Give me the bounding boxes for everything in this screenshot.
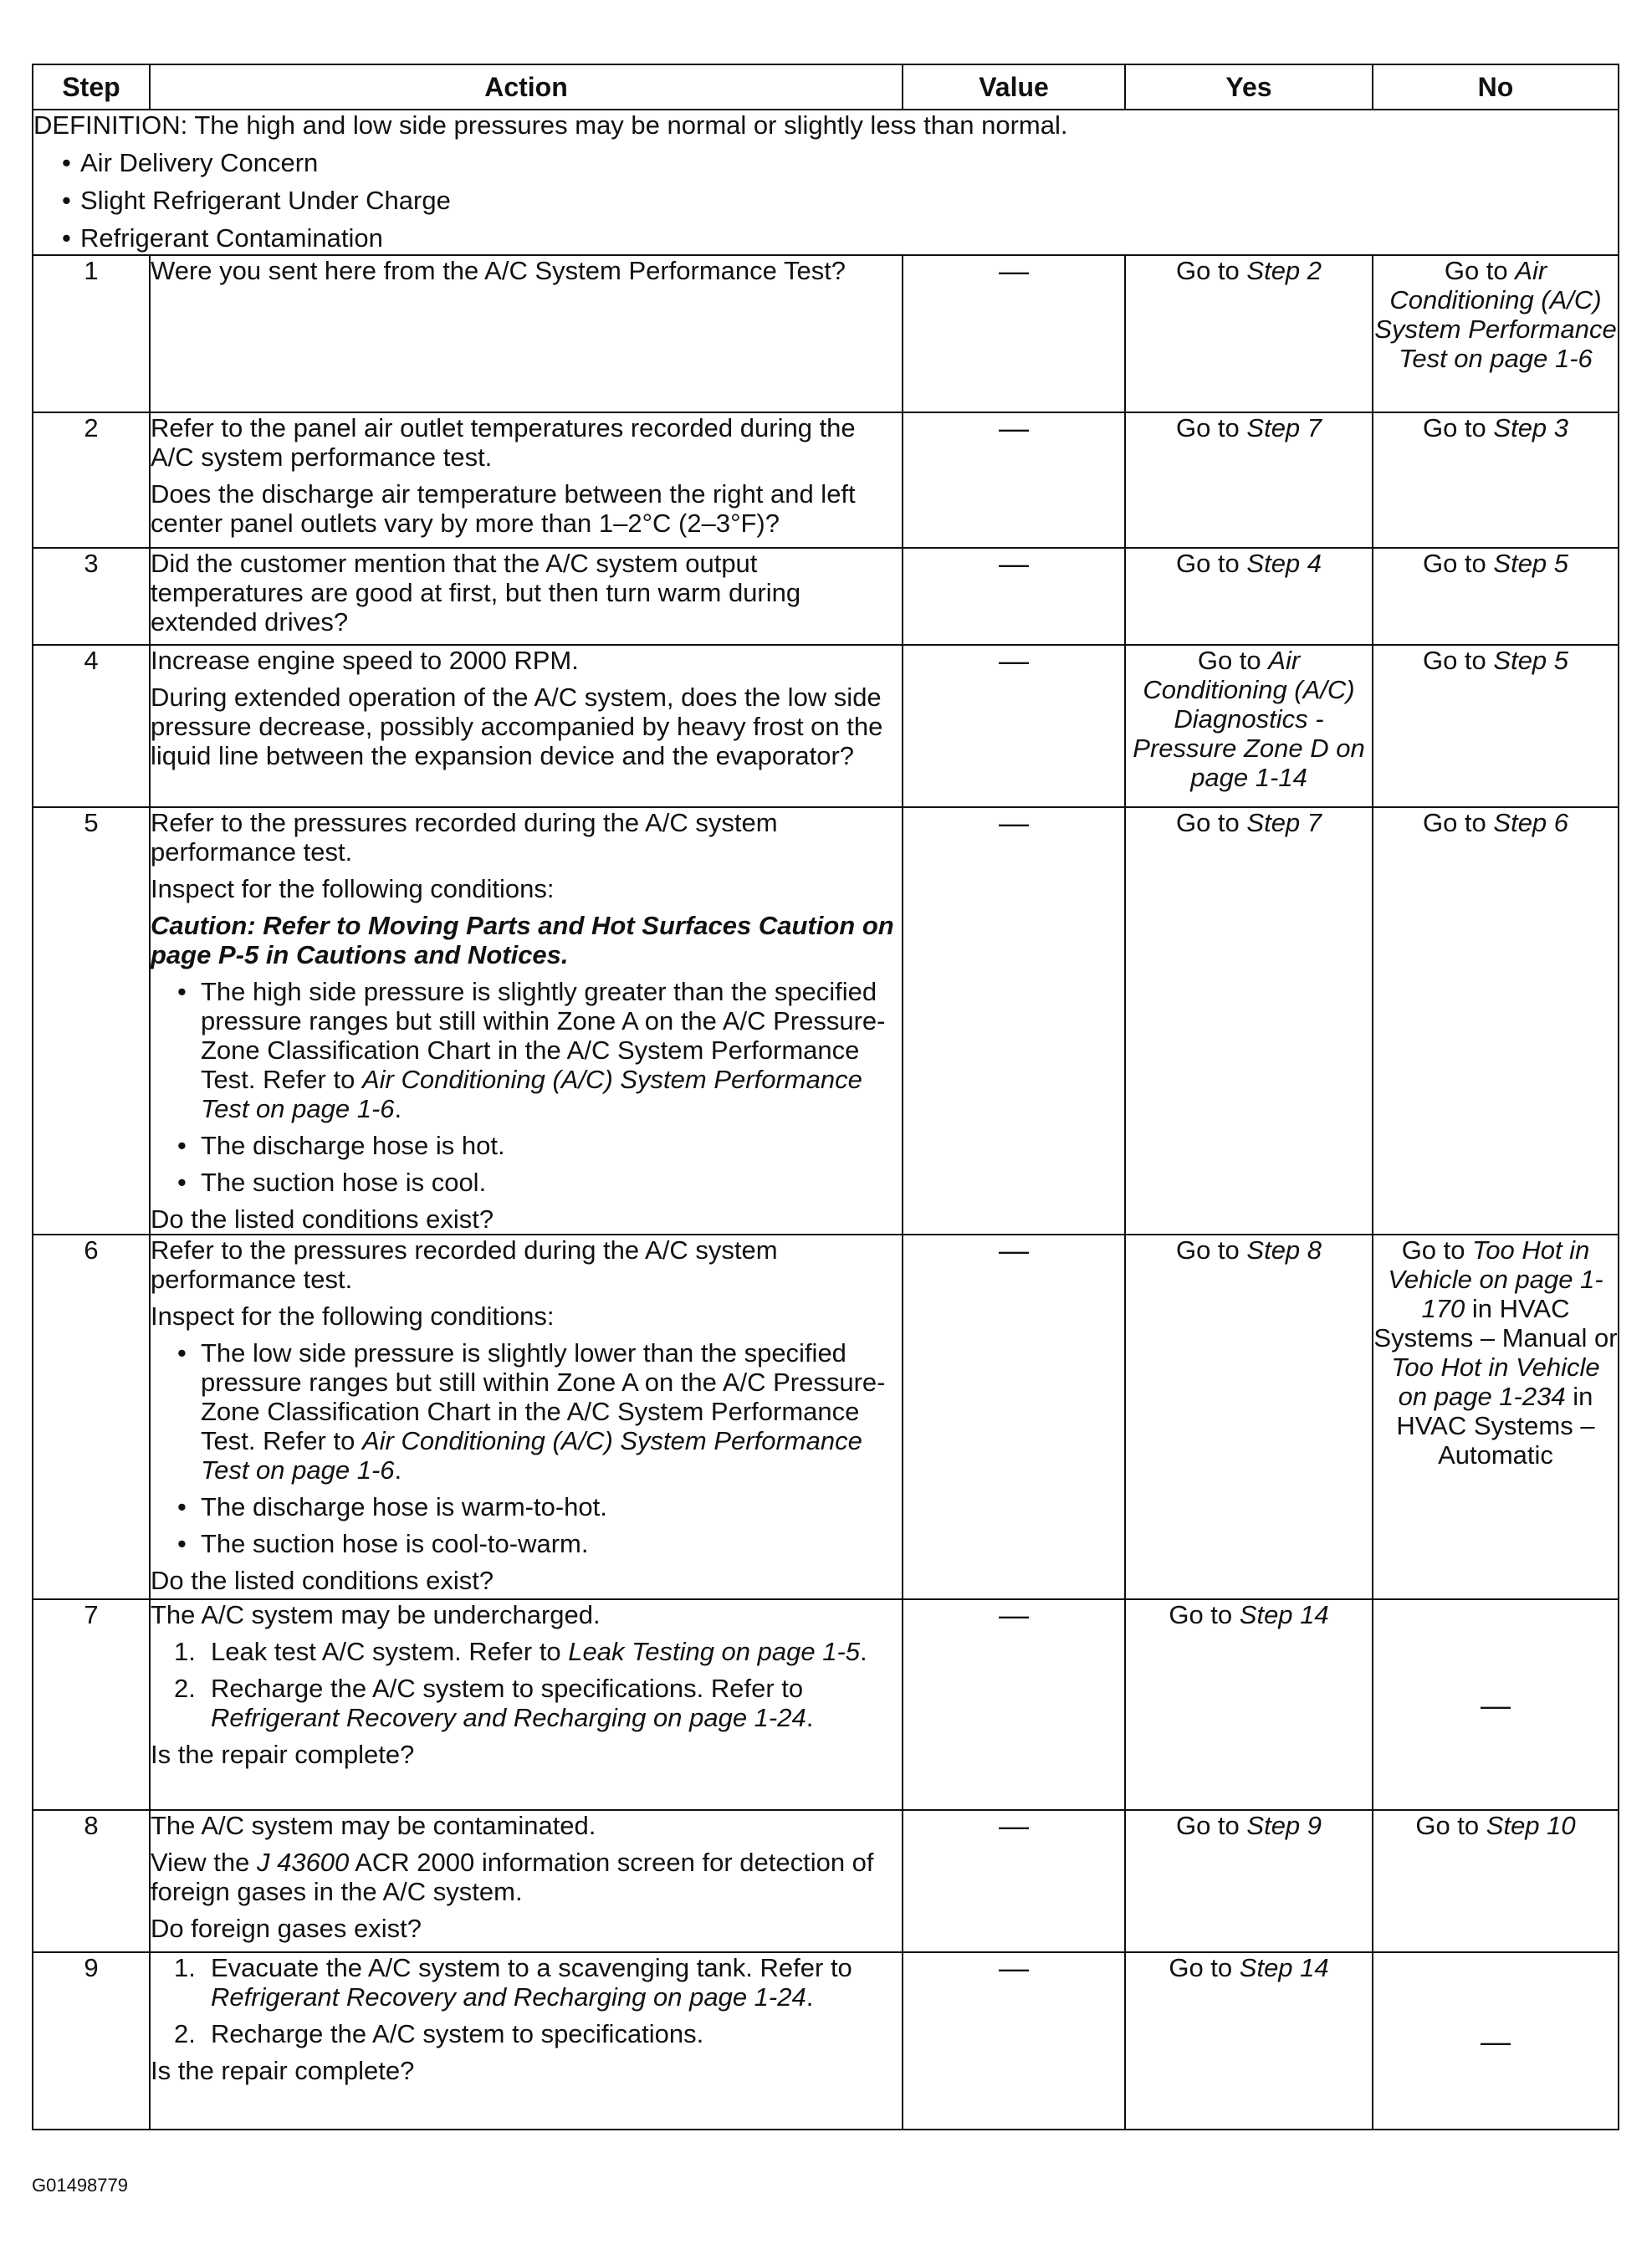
procedure-link[interactable]: Air Conditioning (A/C) System Performance Test on page 1-6 (201, 1426, 862, 1485)
list-item (151, 1338, 902, 1485)
header-action: Action (150, 64, 903, 110)
goto-label: Go to (1422, 413, 1486, 442)
punctuation: . (394, 1094, 402, 1123)
list-item (151, 1637, 902, 1666)
value-dash: — (903, 1952, 1125, 2130)
list-item (151, 2019, 902, 2048)
condition-text: The high side pressure is slightly greater than the specified pressure ranges but still within Zone A on the A/C Pressure-Zone Classification Chart in the A/C System Performance Test. Refer to (201, 977, 886, 1094)
yes-cell (1125, 548, 1373, 645)
step-number: 2 (33, 412, 150, 548)
list-item: • The suction hose is cool. (151, 1168, 902, 1197)
action-question: Is the repair complete? (151, 2056, 415, 2085)
procedure-list (151, 1953, 902, 2048)
action-text: Inspect for the following conditions: (151, 1301, 555, 1331)
no-cell (1373, 255, 1619, 412)
goto-label: Go to (1197, 646, 1261, 675)
action-question: Did the customer mention that the A/C system output temperatures are good at first, but then turn warm during extended drives? (151, 549, 801, 637)
action-text: Refer to the pressures recorded during the A/C system performance test. (151, 1235, 778, 1294)
list-number: 2. (174, 2019, 196, 2048)
no-link[interactable]: Step 10 (1486, 1811, 1576, 1840)
step-number: 1 (33, 255, 150, 412)
table-row (33, 412, 1619, 548)
yes-cell (1125, 1952, 1373, 2130)
procedure-link[interactable]: Air Conditioning (A/C) System Performance Test on page 1-6 (201, 1065, 862, 1123)
no-cell (1373, 548, 1619, 645)
action-question: Do the listed conditions exist? (151, 1204, 494, 1234)
list-text: Evacuate the A/C system to a scavenging tank. Refer to (211, 1953, 852, 1982)
punctuation: . (860, 1637, 867, 1666)
no-cell (1373, 1810, 1619, 1952)
procedure-link[interactable]: Refrigerant Recovery and Recharging on page 1-24 (211, 1703, 806, 1732)
yes-link[interactable]: Step 2 (1246, 256, 1322, 285)
goto-label: Go to (1401, 1235, 1465, 1265)
table-row (33, 1235, 1619, 1599)
action-text: Refer to the pressures recorded during the A/C system performance test. (151, 808, 778, 867)
header-step: Step (33, 64, 150, 110)
no-dash: — (1373, 1952, 1619, 2130)
action-cell (150, 807, 903, 1235)
yes-link[interactable]: Step 9 (1246, 1811, 1322, 1840)
header-value: Value (903, 64, 1125, 110)
table-row (33, 645, 1619, 807)
value-dash: — (903, 255, 1125, 412)
procedure-list (151, 1637, 902, 1732)
no-link[interactable]: Step 5 (1493, 646, 1569, 675)
action-cell (150, 255, 903, 412)
action-text: Increase engine speed to 2000 RPM. (151, 646, 579, 675)
punctuation: . (806, 1982, 814, 2012)
action-text: Inspect for the following conditions: (151, 874, 555, 903)
no-cell (1373, 645, 1619, 807)
diagnostic-table (32, 64, 1619, 2130)
step-number: 5 (33, 807, 150, 1235)
diagnostic-document (32, 64, 1618, 2130)
definition-text: DEFINITION: The high and low side pressures may be normal or slightly less than normal. (33, 110, 1068, 140)
action-question: Do foreign gases exist? (151, 1914, 422, 1943)
punctuation: . (394, 1455, 402, 1485)
action-cell (150, 1810, 903, 1952)
yes-link[interactable]: Air Conditioning (A/C) Diagnostics - Pressure Zone D on page 1-14 (1133, 646, 1365, 792)
list-text: Leak test A/C system. Refer to (211, 1637, 561, 1666)
yes-link[interactable]: Step 14 (1239, 1600, 1329, 1629)
yes-link[interactable]: Step 14 (1239, 1953, 1329, 1982)
yes-cell (1125, 807, 1373, 1235)
step-number: 9 (33, 1952, 150, 2130)
no-link[interactable]: Too Hot in Vehicle on page 1-234 (1391, 1352, 1600, 1411)
list-number: 1. (174, 1637, 196, 1666)
list-item (151, 1674, 902, 1732)
tool-reference: J 43600 (256, 1848, 350, 1877)
goto-label: Go to (1175, 1235, 1240, 1265)
value-dash: — (903, 807, 1125, 1235)
action-cell (150, 1599, 903, 1810)
no-link[interactable]: Step 5 (1493, 549, 1569, 578)
no-context-text: in HVAC Systems – Manual or (1373, 1294, 1618, 1352)
caution-text: Caution: Refer to Moving Parts and Hot Surfaces Caution on page P-5 in Cautions and Notices. (151, 911, 894, 969)
no-dash: — (1373, 1599, 1619, 1810)
action-cell (150, 1235, 903, 1599)
action-text: The A/C system may be undercharged. (151, 1600, 601, 1629)
value-dash: — (903, 1810, 1125, 1952)
yes-cell (1125, 1235, 1373, 1599)
condition-text: The low side pressure is slightly lower than the specified pressure ranges but still within Zone A on the A/C Pressure-Zone Classification Chart in the A/C System Performance Test. Refer to (201, 1338, 886, 1455)
list-number: 1. (174, 1953, 196, 1982)
list-item: • The discharge hose is hot. (151, 1131, 902, 1160)
goto-label: Go to (1169, 1953, 1233, 1982)
action-question: Do the listed conditions exist? (151, 1566, 494, 1595)
goto-label: Go to (1175, 808, 1240, 837)
table-row (33, 548, 1619, 645)
list-item (151, 1953, 902, 2012)
table-row (33, 1810, 1619, 1952)
yes-cell (1125, 1599, 1373, 1810)
step-number: 8 (33, 1810, 150, 1952)
condition-list (151, 1338, 902, 1558)
action-question: Does the discharge air temperature between the right and left center panel outlets vary by more than 1–2°C (2–3°F)? (151, 479, 856, 538)
list-item: • The suction hose is cool-to-warm. (151, 1529, 902, 1558)
step-number: 4 (33, 645, 150, 807)
yes-cell (1125, 255, 1373, 412)
goto-label: Go to (1175, 256, 1240, 285)
step-number: 7 (33, 1599, 150, 1810)
yes-cell (1125, 645, 1373, 807)
yes-cell (1125, 1810, 1373, 1952)
action-text: Refer to the panel air outlet temperatures recorded during the A/C system performance test. (151, 413, 856, 472)
value-dash: — (903, 1235, 1125, 1599)
goto-label: Go to (1422, 646, 1486, 675)
table-row (33, 1599, 1619, 1810)
yes-cell (1125, 412, 1373, 548)
definition-item: • Slight Refrigerant Under Charge (33, 186, 1618, 215)
punctuation: . (806, 1703, 814, 1732)
value-dash: — (903, 548, 1125, 645)
value-dash: — (903, 1599, 1125, 1810)
condition-list (151, 977, 902, 1197)
definition-item: • Air Delivery Concern (33, 148, 1618, 177)
procedure-link[interactable]: Refrigerant Recovery and Recharging on page 1-24 (211, 1982, 806, 2012)
definition-row (33, 110, 1619, 255)
no-context-text: in HVAC Systems – Automatic (1396, 1382, 1595, 1470)
action-cell (150, 412, 903, 548)
definition-item: • Refrigerant Contamination (33, 223, 1618, 253)
list-text: Recharge the A/C system to specifications. (211, 2019, 704, 2048)
no-cell (1373, 1235, 1619, 1599)
list-item: • The discharge hose is warm-to-hot. (151, 1492, 902, 1521)
header-row (33, 64, 1619, 110)
table-row (33, 1952, 1619, 2130)
action-text-part: View the (151, 1848, 250, 1877)
yes-link[interactable]: Step 7 (1246, 413, 1322, 442)
step-number: 3 (33, 548, 150, 645)
goto-label: Go to (1175, 549, 1240, 578)
value-dash: — (903, 412, 1125, 548)
no-link[interactable]: Too Hot in Vehicle on page 1-170 (1388, 1235, 1603, 1323)
action-cell (150, 1952, 903, 2130)
no-cell (1373, 412, 1619, 548)
goto-label: Go to (1422, 549, 1486, 578)
list-text: Recharge the A/C system to specifications. Refer to (211, 1674, 804, 1703)
action-question: Is the repair complete? (151, 1740, 415, 1769)
action-text: The A/C system may be contaminated. (151, 1811, 596, 1840)
step-number: 6 (33, 1235, 150, 1599)
action-text-part: ACR 2000 information screen for detection of foreign gases in the A/C system. (151, 1848, 874, 1906)
figure-id: G01498779 (32, 2175, 128, 2196)
header-yes: Yes (1125, 64, 1373, 110)
no-link[interactable]: Step 6 (1493, 808, 1569, 837)
no-link[interactable]: Step 3 (1493, 413, 1569, 442)
table-row (33, 807, 1619, 1235)
value-dash: — (903, 645, 1125, 807)
list-item (151, 977, 902, 1123)
header-no: No (1373, 64, 1619, 110)
action-question: During extended operation of the A/C system, does the low side pressure decrease, possibly accompanied by heavy frost on the liquid line between the expansion device and the evaporator? (151, 683, 883, 770)
list-number: 2. (174, 1674, 196, 1703)
action-cell (150, 548, 903, 645)
action-cell (150, 645, 903, 807)
goto-label: Go to (1175, 1811, 1240, 1840)
goto-label: Go to (1415, 1811, 1480, 1840)
goto-label: Go to (1175, 413, 1240, 442)
goto-label: Go to (1169, 1600, 1233, 1629)
no-link[interactable]: Air Conditioning (A/C) System Performance Test on page 1-6 (1374, 256, 1617, 373)
yes-link[interactable]: Step 4 (1246, 549, 1322, 578)
no-cell (1373, 807, 1619, 1235)
procedure-link[interactable]: Leak Testing on page 1-5 (568, 1637, 861, 1666)
yes-link[interactable]: Step 8 (1246, 1235, 1322, 1265)
table-row (33, 255, 1619, 412)
goto-label: Go to (1422, 808, 1486, 837)
yes-link[interactable]: Step 7 (1246, 808, 1322, 837)
goto-label: Go to (1444, 256, 1508, 285)
action-question: Were you sent here from the A/C System Performance Test? (151, 256, 846, 285)
action-text (151, 1848, 902, 1906)
definition-cell (33, 110, 1619, 255)
